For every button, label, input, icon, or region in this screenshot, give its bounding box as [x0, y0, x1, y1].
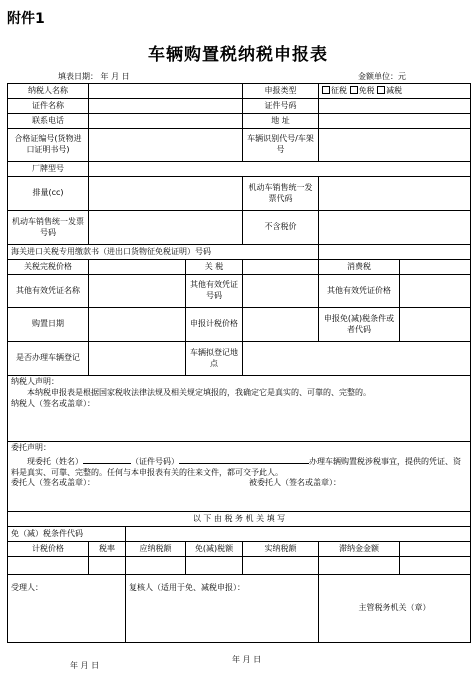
tax-authority-header: 以 下 由 税 务 机 关 填 写 [8, 512, 471, 527]
address-label: 地 址 [243, 114, 319, 129]
taxable-price-field[interactable] [8, 557, 89, 575]
phone-label: 联系电话 [8, 114, 89, 129]
entrust-sign-row [11, 478, 467, 489]
customs-value-field[interactable] [89, 260, 186, 275]
reviewer-cell [126, 575, 319, 643]
taxpayer-name-label: 纳税人名称 [8, 84, 89, 99]
checkbox-reduce[interactable] [377, 86, 385, 94]
other-cert-number-field[interactable] [243, 275, 319, 308]
receiver-date: 年 月 日 [70, 661, 100, 670]
other-cert-name-field[interactable] [89, 275, 186, 308]
entrust-text [11, 454, 467, 479]
taxpayer-sign-label: 纳税人（签名或盖章）： [11, 398, 95, 408]
declaration-type-label: 申报类型 [243, 84, 319, 99]
page-title: 车辆购置税纳税申报表 [148, 45, 328, 65]
id-name-label: 证件名称 [8, 99, 89, 114]
purchase-date-field[interactable] [89, 308, 186, 342]
exemption-code-label: 申报免(减)税条件或者代码 [319, 308, 400, 342]
exemption-condition-label: 免（减）税条件代码 [8, 527, 126, 542]
authority-label: 主管税务机关（章） [358, 603, 431, 613]
checkbox-exempt[interactable] [350, 86, 358, 94]
customs-value-label: 关税完税价格 [8, 260, 89, 275]
option-tax-label: 征税 [331, 85, 348, 95]
registration-place-label: 车辆拟登记地点 [186, 342, 243, 376]
tax-payable-field[interactable] [126, 557, 186, 575]
registered-field[interactable] [89, 342, 186, 376]
other-cert-name-label: 其他有效凭证名称 [8, 275, 89, 308]
entrust-text-rest: 办理车辆购置税涉税事宜，提供的凭证、资料是真实、可靠、完整的。任何与本申报表有关的往来文件，都可交予此人。 [11, 456, 461, 477]
invoice-number-label: 机动车销售统一发票号码 [8, 211, 89, 245]
receiver-label: 受理人： [11, 583, 43, 592]
consumption-tax-field[interactable] [400, 260, 471, 275]
invoice-code-label: 机动车销售统一发票代码 [243, 177, 319, 211]
taxpayer-name-field[interactable] [89, 84, 243, 99]
taxpayer-statement-section [8, 376, 471, 442]
cert-number-field[interactable] [89, 129, 243, 162]
late-fee-field[interactable] [319, 557, 400, 575]
col-taxable-price: 计税价格 [8, 542, 89, 557]
attachment-label: 附件1 [7, 11, 45, 27]
fill-date: 填表日期： 年 月 日 [58, 72, 130, 81]
customs-duty-label: 关 税 [186, 260, 243, 275]
entrust-section [8, 442, 471, 512]
col-actual-tax: 实纳税额 [243, 542, 319, 557]
price-ex-tax-field[interactable] [319, 211, 471, 245]
col-late-fee: 滞纳金金额 [319, 542, 400, 557]
reviewer-label: 复核人（适用于免、减税申报）： [129, 583, 245, 592]
declared-value-label: 申报计税价格 [186, 308, 243, 342]
customs-duty-field[interactable] [243, 260, 319, 275]
col-blank [400, 542, 471, 557]
id-number-field[interactable] [319, 99, 471, 114]
displacement-label: 排量(cc) [8, 177, 89, 211]
entrust-title: 委托声明： [11, 443, 51, 452]
id-name-field[interactable] [89, 99, 243, 114]
entrust-sign-label: 委托人（签名或盖章）： [11, 478, 95, 488]
entrust-name-label: 现委托（姓名） [27, 456, 83, 466]
model-label: 厂牌型号 [8, 162, 89, 177]
other-cert-price-field[interactable] [400, 275, 471, 308]
price-ex-tax-label: 不含税价 [243, 211, 319, 245]
declaration-type-options [319, 84, 471, 99]
invoice-number-field[interactable] [89, 211, 243, 245]
reviewer-date: 年 月 日 [232, 655, 262, 664]
consumption-tax-label: 消费税 [319, 260, 400, 275]
exemption-condition-field[interactable] [126, 527, 471, 542]
displacement-field[interactable] [89, 177, 243, 211]
vin-label: 车辆识别代号/车架号 [243, 129, 319, 162]
option-exempt-label: 免税 [358, 85, 375, 95]
entrusted-sign-label: 被委托人（签名或盖章）： [249, 478, 341, 488]
registration-place-field[interactable] [243, 342, 471, 376]
entrust-id-blank[interactable] [179, 454, 309, 464]
exempt-amount-field[interactable] [186, 557, 243, 575]
invoice-code-field[interactable] [319, 177, 471, 211]
purchase-date-label: 购置日期 [8, 308, 89, 342]
col-tax-rate: 税率 [89, 542, 126, 557]
registered-label: 是否办理车辆登记 [8, 342, 89, 376]
blank-field[interactable] [400, 557, 471, 575]
vin-field[interactable] [319, 129, 471, 162]
taxpayer-statement-title: 纳税人声明： [11, 377, 59, 386]
customs-number-label: 海关进口关税专用缴款书（进出口货物征免税证明）号码 [8, 245, 319, 260]
receiver-cell [8, 575, 126, 643]
other-cert-number-label: 其他有效凭证号码 [186, 275, 243, 308]
exemption-code-field[interactable] [400, 308, 471, 342]
entrust-id-label: （证件号码） [131, 456, 179, 466]
entrust-name-blank[interactable] [83, 454, 131, 464]
col-exempt-amount: 免(减)税额 [186, 542, 243, 557]
phone-field[interactable] [89, 114, 243, 129]
taxpayer-statement-text: 本纳税申报表是根据国家税收法律法规及相关规定填报的，我确定它是真实的、可靠的、完整的。 [27, 387, 371, 397]
option-reduce-label: 减税 [386, 85, 403, 95]
id-number-label: 证件号码 [243, 99, 319, 114]
declared-value-field[interactable] [243, 308, 319, 342]
checkbox-tax[interactable] [322, 86, 330, 94]
tax-rate-field[interactable] [89, 557, 126, 575]
col-tax-payable: 应纳税额 [126, 542, 186, 557]
cert-number-label: 合格证编号(货物进口证明书号) [8, 129, 89, 162]
declaration-form [7, 83, 471, 643]
address-field[interactable] [319, 114, 471, 129]
other-cert-price-label: 其他有效凭证价格 [319, 275, 400, 308]
amount-unit: 金额单位：元 [358, 72, 406, 81]
customs-number-field[interactable] [319, 245, 471, 260]
model-field[interactable] [89, 162, 471, 177]
actual-tax-field[interactable] [243, 557, 319, 575]
authority-cell [319, 575, 471, 643]
